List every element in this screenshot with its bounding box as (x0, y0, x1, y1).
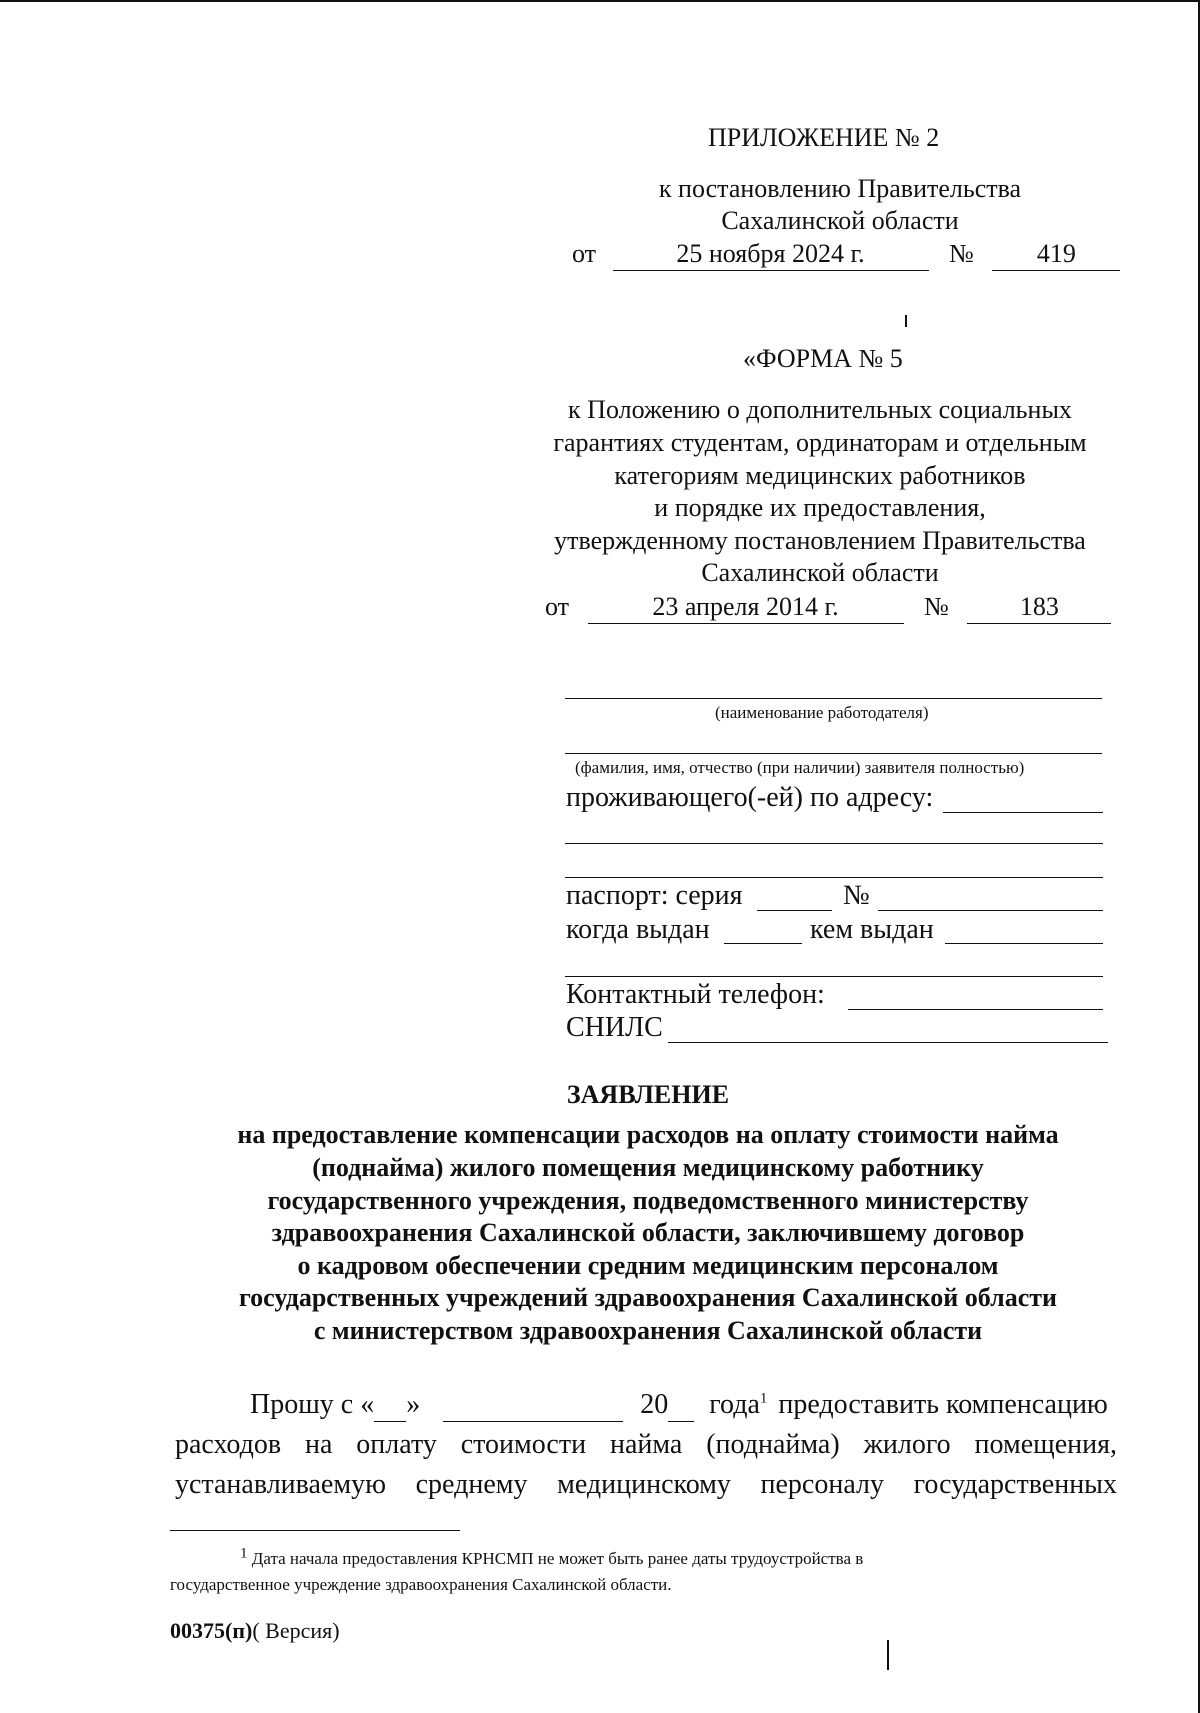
request-start: Прошу с « (250, 1389, 375, 1420)
regulation-line-1: к Положению о дополнительных социальных (568, 395, 1072, 424)
phone-label: Контактный телефон: (566, 979, 825, 1010)
form-title: «ФОРМА № 5 (743, 344, 903, 373)
decree-date: 25 ноября 2024 г. (613, 238, 929, 271)
year-word: года (709, 1389, 760, 1420)
applicant-name-caption: (фамилия, имя, отчество (при наличии) заявителя полностью) (575, 758, 1025, 777)
snils-field[interactable] (668, 1042, 1108, 1043)
statement-subtitle-7: с министерством здравоохранения Сахалинской области (313, 1316, 983, 1345)
employer-field-line[interactable] (565, 698, 1102, 699)
address-field-line-1[interactable] (943, 812, 1103, 813)
passport-number-field[interactable] (878, 910, 1103, 911)
decree-line-1: к постановлению Правительства (658, 174, 1022, 203)
applicant-name-field-line[interactable] (565, 753, 1102, 754)
body-line-3: устанавливаемую среднему медицинскому персоналу государственных (175, 1469, 1117, 1500)
day-field[interactable] (374, 1395, 406, 1422)
footnote-line-1 (240, 1545, 864, 1570)
footnote-line-2: государственное учреждение здравоохранения Сахалинской области. (170, 1575, 672, 1594)
body-line-1 (175, 1388, 1117, 1422)
issued-when-field[interactable] (724, 943, 802, 944)
statement-subtitle-2: (поднайма) жилого помещения медицинскому работнику (312, 1153, 984, 1182)
footnote-text-1: Дата начала предоставления КРНСМП не может быть ранее даты трудоустройства в (251, 1549, 864, 1568)
footnote-ref: 1 (759, 1390, 768, 1407)
issued-by-field-line-2[interactable] (565, 976, 1103, 977)
number-label: № (949, 239, 974, 268)
passport-number-label: № (843, 880, 870, 911)
form-code: 00375(п) (170, 1618, 253, 1643)
number-label: № (924, 592, 949, 621)
snils-label: СНИЛС (566, 1012, 663, 1043)
decree-line-2: Сахалинской области (721, 206, 959, 235)
document-code (170, 1617, 340, 1645)
passport-series-field[interactable] (757, 910, 832, 911)
regulation-date: 23 апреля 2014 г. (588, 591, 904, 624)
quote-close: » (406, 1389, 421, 1420)
footnote-mark: 1 (240, 1545, 248, 1562)
issued-when-label: когда выдан (566, 914, 710, 945)
regulation-line-5: утвержденному постановлением Правительства (554, 526, 1086, 555)
statement-subtitle-3: государственного учреждения, подведомственного министерству (267, 1186, 1029, 1215)
address-label: проживающего(-ей) по адресу: (566, 782, 934, 813)
issued-by-field[interactable] (945, 943, 1103, 944)
from-label: от (545, 592, 570, 621)
address-field-line-2[interactable] (565, 843, 1103, 844)
decree-number: 419 (992, 238, 1120, 271)
year-prefix: 20 (640, 1389, 669, 1420)
year-field[interactable] (668, 1395, 694, 1422)
statement-subtitle-4: здравоохранения Сахалинской области, заключившему договор (271, 1218, 1025, 1247)
request-end: предоставить компенсацию (778, 1389, 1108, 1420)
regulation-line-3: категориям медицинских работников (614, 461, 1026, 490)
issued-by-label: кем выдан (810, 914, 934, 945)
footnote-separator (170, 1530, 460, 1531)
regulation-number: 183 (967, 591, 1111, 624)
body-line-2: расходов на оплату стоимости найма (поднайма) жилого помещения, (175, 1429, 1117, 1460)
scan-artifact-mark (887, 1640, 889, 1670)
scan-artifact-mark (905, 315, 907, 327)
regulation-line-4: и порядке их предоставления, (654, 493, 986, 522)
employer-caption: (наименование работодателя) (715, 703, 929, 722)
from-label: от (572, 239, 597, 268)
phone-field[interactable] (848, 1009, 1103, 1010)
form-version: ( Версия) (252, 1618, 340, 1643)
regulation-date-row (545, 591, 1111, 624)
address-field-line-3[interactable] (565, 877, 1103, 878)
passport-series-label: паспорт: серия (566, 880, 743, 911)
statement-subtitle-5: о кадровом обеспечении средним медицинским персоналом (297, 1251, 999, 1280)
regulation-line-6: Сахалинской области (701, 558, 939, 587)
statement-subtitle-6: государственных учреждений здравоохранения Сахалинской области (238, 1283, 1058, 1312)
appendix-title: ПРИЛОЖЕНИЕ № 2 (708, 123, 940, 152)
statement-title: ЗАЯВЛЕНИЕ (566, 1080, 730, 1109)
scan-border-top (0, 0, 1200, 2)
regulation-line-2: гарантиях студентам, ординаторам и отдельным (553, 428, 1087, 457)
month-field[interactable] (443, 1395, 623, 1422)
decree-date-row (572, 238, 1120, 271)
statement-subtitle-1: на предоставление компенсации расходов на оплату стоимости найма (237, 1120, 1059, 1149)
